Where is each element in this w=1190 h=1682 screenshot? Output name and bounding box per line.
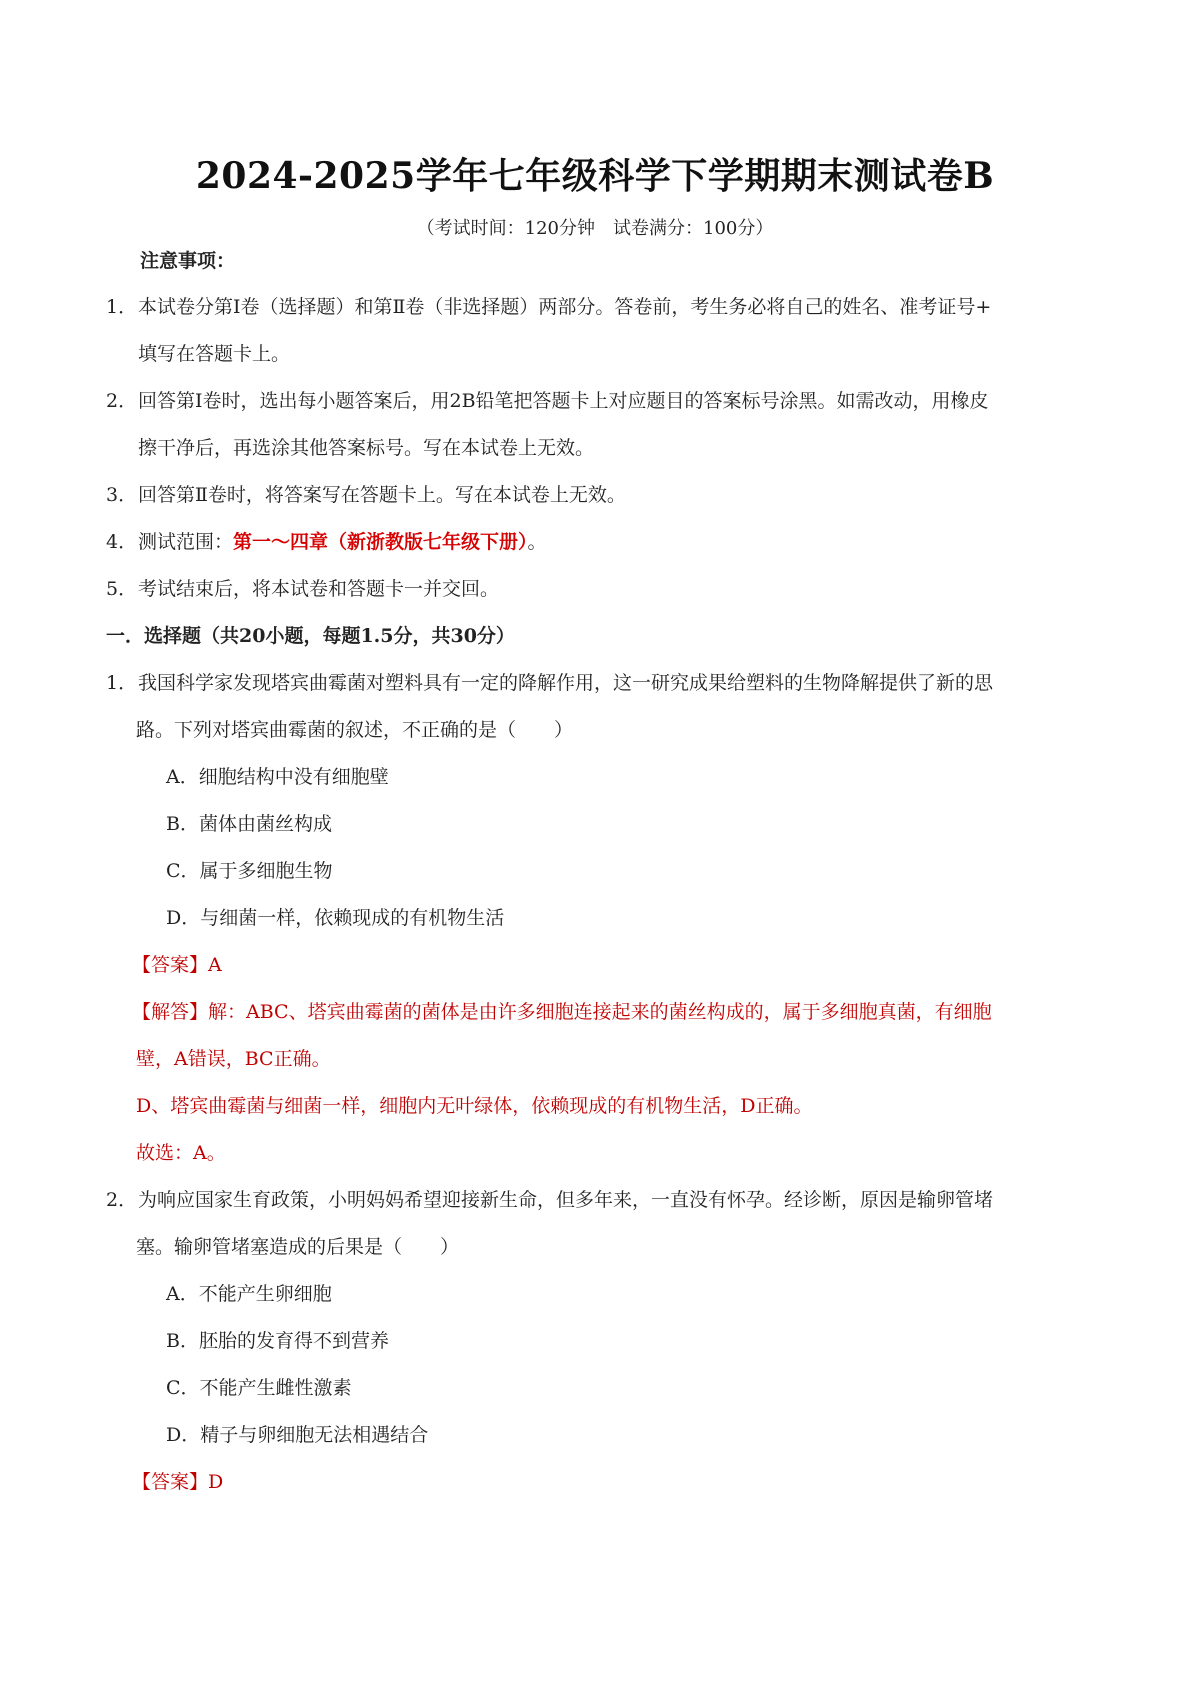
- analysis-text: 壁，A错误，BC正确。: [136, 1048, 331, 1070]
- notice-item-cont: 填写在答题卡上。: [138, 343, 291, 365]
- notice-item: 5．考试结束后，将本试卷和答题卡一并交回。: [106, 574, 499, 604]
- option-d: D．精子与卵细胞无法相遇结合: [166, 1424, 429, 1446]
- test-scope: 第一～四章（新浙教版七年级下册）: [233, 531, 528, 553]
- option-c: C．属于多细胞生物: [166, 860, 333, 882]
- notice-number: 3．: [106, 484, 138, 506]
- notice-item: 1．本试卷分第Ⅰ卷（选择题）和第Ⅱ卷（非选择题）两部分。答卷前，考生务必将自己的姓名、准考证号+: [106, 292, 991, 322]
- question-stem: 2．为响应国家生育政策，小明妈妈希望迎接新生命，但多年来，一直没有怀孕。经诊断，原因是输卵管堵: [106, 1185, 993, 1215]
- notice-item: 3．回答第Ⅱ卷时，将答案写在答题卡上。写在本试卷上无效。: [106, 480, 626, 510]
- answer-label: 【答案】A: [132, 954, 222, 976]
- notice-item: 4．测试范围：第一～四章（新浙教版七年级下册）。: [106, 527, 547, 557]
- analysis-text: D、塔宾曲霉菌与细菌一样，细胞内无叶绿体，依赖现成的有机物生活，D正确。: [136, 1095, 813, 1117]
- notice-number: 4．: [106, 531, 138, 553]
- question-stem-cont: 路。下列对塔宾曲霉菌的叙述，不正确的是（ ）: [136, 719, 574, 741]
- exam-info: （考试时间：120分钟 试卷满分：100分）: [416, 218, 774, 239]
- question-stem: 1．我国科学家发现塔宾曲霉菌对塑料具有一定的降解作用，这一研究成果给塑料的生物降解提供了新的思: [106, 668, 993, 698]
- option-d: D．与细菌一样，依赖现成的有机物生活: [166, 907, 505, 929]
- analysis-text: 【解答】解：ABC、塔宾曲霉菌的菌体是由许多细胞连接起来的菌丝构成的，属于多细胞真菌，有细胞: [132, 1001, 992, 1023]
- question-number: 2．: [106, 1189, 138, 1211]
- notice-item: 2．回答第Ⅰ卷时，选出每小题答案后，用2B铅笔把答题卡上对应题目的答案标号涂黑。如需改动，用橡皮: [106, 386, 989, 416]
- answer-label: 【答案】D: [132, 1471, 224, 1493]
- option-a: A．不能产生卵细胞: [166, 1283, 332, 1305]
- notice-number: 5．: [106, 578, 138, 600]
- option-a: A．细胞结构中没有细胞壁: [166, 766, 389, 788]
- option-b: B．胚胎的发育得不到营养: [166, 1330, 389, 1352]
- notice-number: 2．: [106, 390, 138, 412]
- choice-text: 故选：A。: [136, 1142, 226, 1164]
- question-stem-cont: 塞。输卵管堵塞造成的后果是（ ）: [136, 1236, 460, 1258]
- option-b: B．菌体由菌丝构成: [166, 813, 332, 835]
- option-c: C．不能产生雌性激素: [166, 1377, 352, 1399]
- page-title: 2024-2025学年七年级科学下学期期末测试卷B: [195, 155, 995, 197]
- notice-number: 1．: [106, 296, 138, 318]
- section-heading: 一．选择题（共20小题，每题1.5分，共30分）: [106, 625, 515, 647]
- notice-heading: 注意事项：: [140, 250, 236, 272]
- notice-item-cont: 擦干净后，再选涂其他答案标号。写在本试卷上无效。: [138, 437, 595, 459]
- question-number: 1．: [106, 672, 138, 694]
